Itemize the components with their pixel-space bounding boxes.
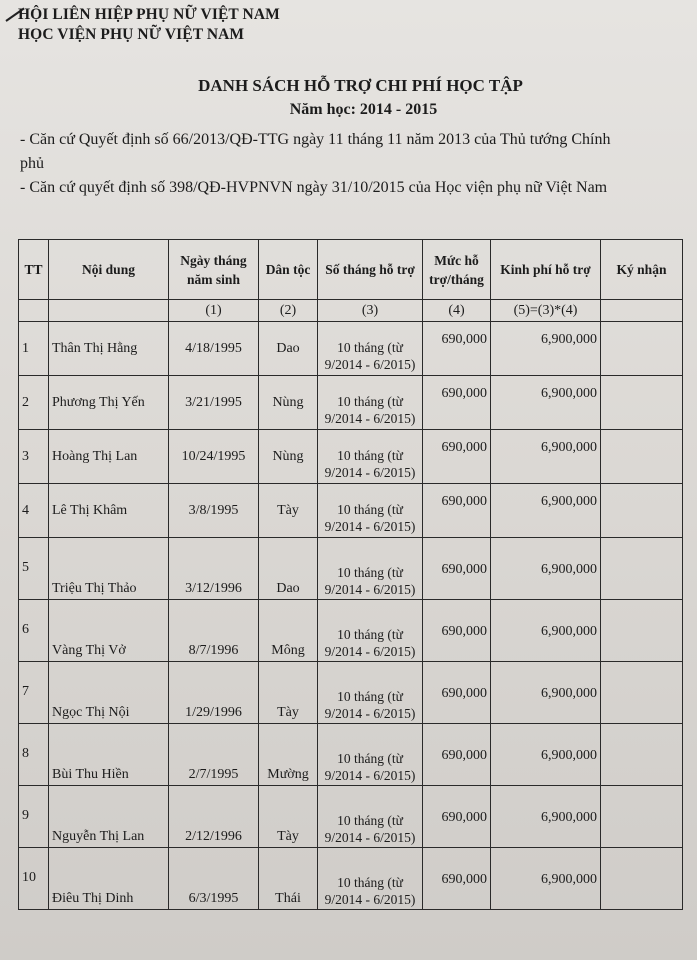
academic-year: Năm học: 2014 - 2015 [289,101,438,118]
row-number: 7 [19,662,49,724]
total-amount: 6,900,000 [491,600,601,662]
signature-cell [601,430,683,484]
row-number: 1 [19,322,49,376]
column-number-blank [19,300,49,322]
signature-cell [601,786,683,848]
total-amount: 6,900,000 [491,662,601,724]
support-months-line: 10 tháng (từ [337,875,403,890]
monthly-rate: 690,000 [423,662,491,724]
ethnicity: Dao [259,538,318,600]
support-months-line: 10 tháng (từ [337,627,403,642]
total-amount: 6,900,000 [491,724,601,786]
row-number: 5 [19,538,49,600]
total-amount: 6,900,000 [491,376,601,430]
table-row [19,322,683,376]
recipient-name: Lê Thị Khâm [49,484,169,538]
row-number: 9 [19,786,49,848]
row-number: 2 [19,376,49,430]
table-row [19,484,683,538]
table-header-row [19,240,683,300]
column-number-rate: (4) [423,300,491,322]
support-months-range: 9/2014 - 6/2015) [324,357,416,372]
recipient-name: Vàng Thị Vở [49,600,169,662]
support-months-line: 10 tháng (từ [337,689,403,704]
basis-decision-66: - Căn cứ Quyết định số 66/2013/QĐ-TTG ngày 11 tháng 11 năm 2013 của Thủ tướng Chính phủ [20,131,611,172]
support-months [318,600,423,662]
date-of-birth: 10/24/1995 [169,430,259,484]
total-amount: 6,900,000 [491,322,601,376]
header-sign: Ký nhận [601,240,683,300]
monthly-rate: 690,000 [423,724,491,786]
date-of-birth: 3/12/1996 [169,538,259,600]
column-number-blank [601,300,683,322]
organization-name: HỘI LIÊN HIỆP PHỤ NỮ VIỆT NAM [18,6,280,23]
row-number: 6 [19,600,49,662]
recipient-name: Ngọc Thị Nội [49,662,169,724]
ethnicity: Nùng [259,430,318,484]
signature-cell [601,662,683,724]
date-of-birth: 6/3/1995 [169,848,259,910]
header-months: Số tháng hỗ trợ [318,240,423,300]
signature-cell [601,322,683,376]
signature-cell [601,724,683,786]
monthly-rate: 690,000 [423,430,491,484]
row-number: 4 [19,484,49,538]
support-months-range: 9/2014 - 6/2015) [324,830,416,845]
date-of-birth: 4/18/1995 [169,322,259,376]
document-title: DANH SÁCH HỖ TRỢ CHI PHÍ HỌC TẬP [198,76,523,95]
ethnicity: Nùng [259,376,318,430]
support-months-range: 9/2014 - 6/2015) [324,706,416,721]
column-number-row [19,300,683,322]
support-months-range: 9/2014 - 6/2015) [324,411,416,426]
monthly-rate: 690,000 [423,786,491,848]
table-row [19,724,683,786]
total-amount: 6,900,000 [491,786,601,848]
support-months [318,848,423,910]
support-months-range: 9/2014 - 6/2015) [324,644,416,659]
column-number-dob: (1) [169,300,259,322]
support-months [318,786,423,848]
header-total: Kinh phí hỗ trợ [491,240,601,300]
support-months-line: 10 tháng (từ [337,502,403,517]
signature-cell [601,848,683,910]
support-months-line: 10 tháng (từ [337,813,403,828]
recipient-name: Phương Thị Yến [49,376,169,430]
recipient-name: Thân Thị Hằng [49,322,169,376]
monthly-rate: 690,000 [423,600,491,662]
ethnicity: Mường [259,724,318,786]
column-number-ethnicity: (2) [259,300,318,322]
support-months [318,322,423,376]
total-amount: 6,900,000 [491,484,601,538]
total-amount: 6,900,000 [491,538,601,600]
total-amount: 6,900,000 [491,430,601,484]
table-row [19,538,683,600]
signature-cell [601,538,683,600]
ethnicity: Tày [259,786,318,848]
support-months-range: 9/2014 - 6/2015) [324,582,416,597]
support-months [318,724,423,786]
ethnicity: Tày [259,662,318,724]
recipient-name: Triệu Thị Thảo [49,538,169,600]
table-row [19,430,683,484]
support-months-line: 10 tháng (từ [337,565,403,580]
signature-cell [601,484,683,538]
date-of-birth: 3/8/1995 [169,484,259,538]
header-content: Nội dung [49,240,169,300]
total-amount: 6,900,000 [491,848,601,910]
support-months-range: 9/2014 - 6/2015) [324,465,416,480]
column-number-total: (5)=(3)*(4) [491,300,601,322]
support-months-range: 9/2014 - 6/2015) [324,519,416,534]
date-of-birth: 2/7/1995 [169,724,259,786]
date-of-birth: 8/7/1996 [169,600,259,662]
recipient-name: Bùi Thu Hiền [49,724,169,786]
header-tt: TT [19,240,49,300]
recipient-name: Điêu Thị Dinh [49,848,169,910]
monthly-rate: 690,000 [423,538,491,600]
basis-decision-398: - Căn cứ quyết định số 398/QĐ-HVPNVN ngày 31/10/2015 của Học viện phụ nữ Việt Nam [20,179,608,196]
support-months-line: 10 tháng (từ [337,448,403,463]
support-months-line: 10 tháng (từ [337,394,403,409]
academy-name: HỌC VIỆN PHỤ NỮ VIỆT NAM [18,26,245,43]
table-row [19,662,683,724]
signature-cell [601,376,683,430]
ethnicity: Tày [259,484,318,538]
support-months [318,430,423,484]
support-months-range: 9/2014 - 6/2015) [324,768,416,783]
column-number-months: (3) [318,300,423,322]
ethnicity: Thái [259,848,318,910]
support-months [318,484,423,538]
support-months-range: 9/2014 - 6/2015) [324,892,416,907]
table-row [19,786,683,848]
header-rate: Mức hỗ trợ/tháng [423,240,491,300]
header-dob: Ngày tháng năm sinh [169,240,259,300]
support-months [318,538,423,600]
table-row [19,376,683,430]
row-number: 3 [19,430,49,484]
support-months-line: 10 tháng (từ [337,340,403,355]
ethnicity: Mông [259,600,318,662]
row-number: 8 [19,724,49,786]
monthly-rate: 690,000 [423,322,491,376]
date-of-birth: 2/12/1996 [169,786,259,848]
monthly-rate: 690,000 [423,376,491,430]
support-months-line: 10 tháng (từ [337,751,403,766]
date-of-birth: 3/21/1995 [169,376,259,430]
row-number: 10 [19,848,49,910]
column-number-blank [49,300,169,322]
support-months [318,662,423,724]
support-months [318,376,423,430]
recipient-name: Nguyễn Thị Lan [49,786,169,848]
monthly-rate: 690,000 [423,484,491,538]
support-list-table [18,239,683,910]
monthly-rate: 690,000 [423,848,491,910]
header-ethnicity: Dân tộc [259,240,318,300]
ethnicity: Dao [259,322,318,376]
signature-cell [601,600,683,662]
recipient-name: Hoàng Thị Lan [49,430,169,484]
date-of-birth: 1/29/1996 [169,662,259,724]
table-row [19,600,683,662]
table-row [19,848,683,910]
